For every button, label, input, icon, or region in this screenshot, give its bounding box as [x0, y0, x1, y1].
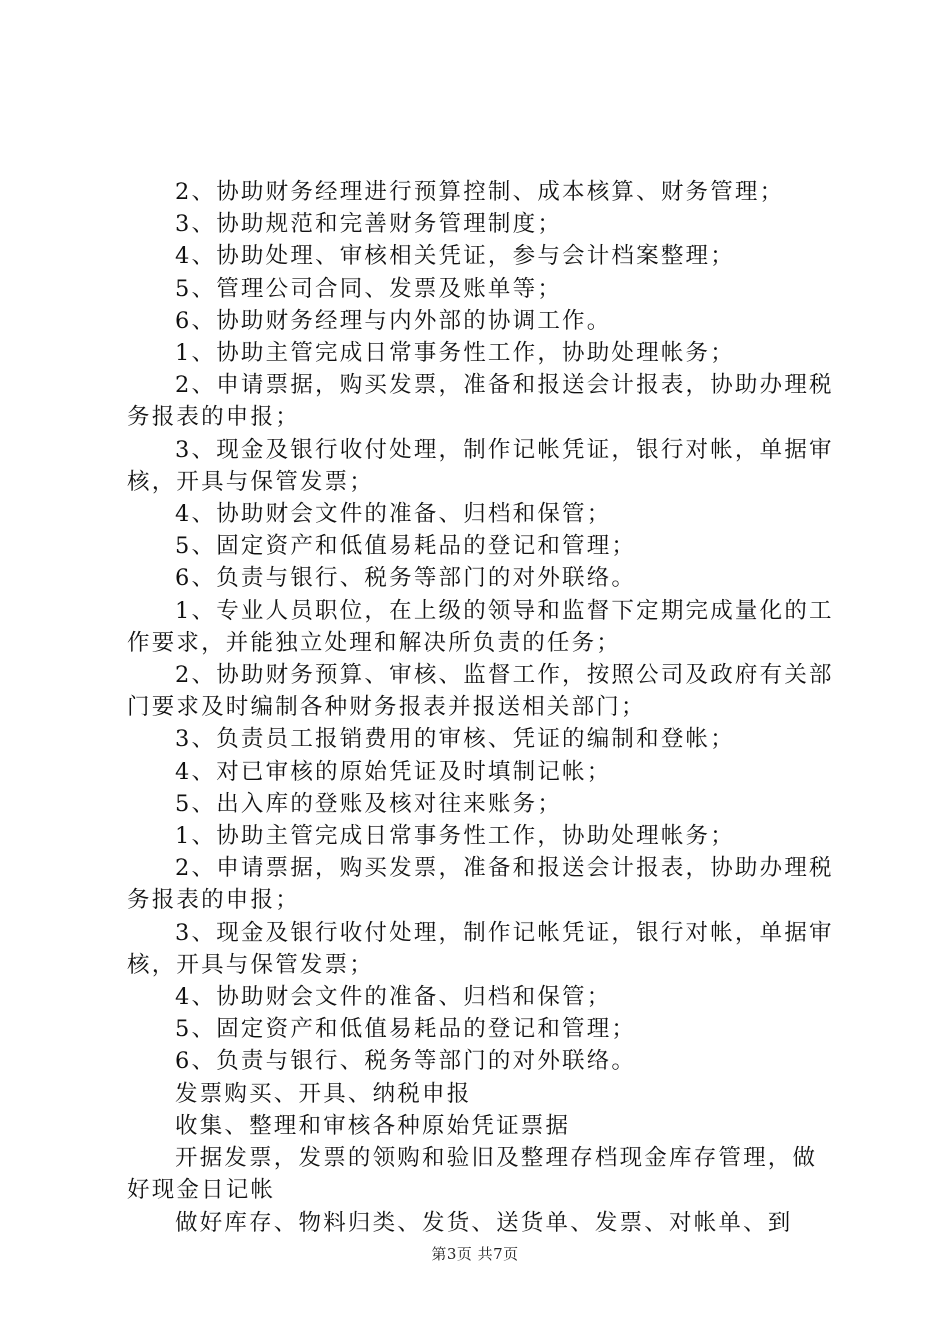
paragraph: 开据发票，发票的领购和验旧及整理存档现金库存管理，做好现金日记帐: [127, 1145, 818, 1204]
paragraph: 5、出入库的登账及核对往来账务；: [175, 790, 563, 817]
paragraph: 6、协助财务经理与内外部的协调工作。: [175, 307, 612, 334]
paragraph: 2、申请票据，购买发票，准备和报送会计报表，协助办理税务报表的申报；: [127, 855, 834, 914]
paragraph: 收集、整理和审核各种原始凭证票据: [175, 1112, 571, 1139]
paragraph: 2、协助财务经理进行预算控制、成本核算、财务管理；: [175, 179, 785, 205]
paragraph: 发票购买、开具、纳税申报: [175, 1080, 472, 1107]
paragraph: 3、负责员工报销费用的审核、凭证的编制和登帐；: [175, 726, 735, 753]
paragraph: 2、协助财务预算、审核、监督工作，按照公司及政府有关部门要求及时编制各种财务报表并报送相关部门；: [127, 662, 834, 721]
paragraph: 6、负责与银行、税务等部门的对外联络。: [175, 1048, 637, 1075]
paragraph: 3、现金及银行收付处理，制作记帐凭证，银行对帐，单据审核，开具与保管发票；: [127, 436, 834, 495]
paragraph: 2、申请票据，购买发票，准备和报送会计报表，协助办理税务报表的申报；: [127, 372, 834, 431]
paragraph: 1、协助主管完成日常事务性工作，协助处理帐务；: [175, 340, 735, 367]
paragraph: 1、协助主管完成日常事务性工作，协助处理帐务；: [175, 823, 735, 850]
paragraph: 4、协助财会文件的准备、归档和保管；: [175, 984, 612, 1011]
paragraph: 4、对已审核的原始凭证及时填制记帐；: [175, 758, 612, 785]
paragraph: 5、固定资产和低值易耗品的登记和管理；: [175, 1016, 637, 1043]
paragraph: 1、专业人员职位，在上级的领导和监督下定期完成量化的工作要求，并能独立处理和解决所负责的任务；: [127, 597, 834, 656]
paragraph: 3、协助规范和完善财务管理制度；: [175, 211, 563, 238]
paragraph: 4、协助处理、审核相关凭证，参与会计档案整理；: [175, 243, 735, 270]
document-body: [127, 176, 835, 1239]
page-number-footer: 第3页 共7页: [431, 1245, 519, 1263]
paragraph: 3、现金及银行收付处理，制作记帐凭证，银行对帐，单据审核，开具与保管发票；: [127, 919, 834, 978]
paragraph: 5、管理公司合同、发票及账单等；: [175, 275, 563, 302]
paragraph: 做好库存、物料归类、发货、送货单、发票、对帐单、到: [175, 1209, 793, 1236]
paragraph: 6、负责与银行、税务等部门的对外联络。: [175, 565, 637, 592]
paragraph: 4、协助财会文件的准备、归档和保管；: [175, 501, 612, 528]
paragraph: 5、固定资产和低值易耗品的登记和管理；: [175, 533, 637, 560]
